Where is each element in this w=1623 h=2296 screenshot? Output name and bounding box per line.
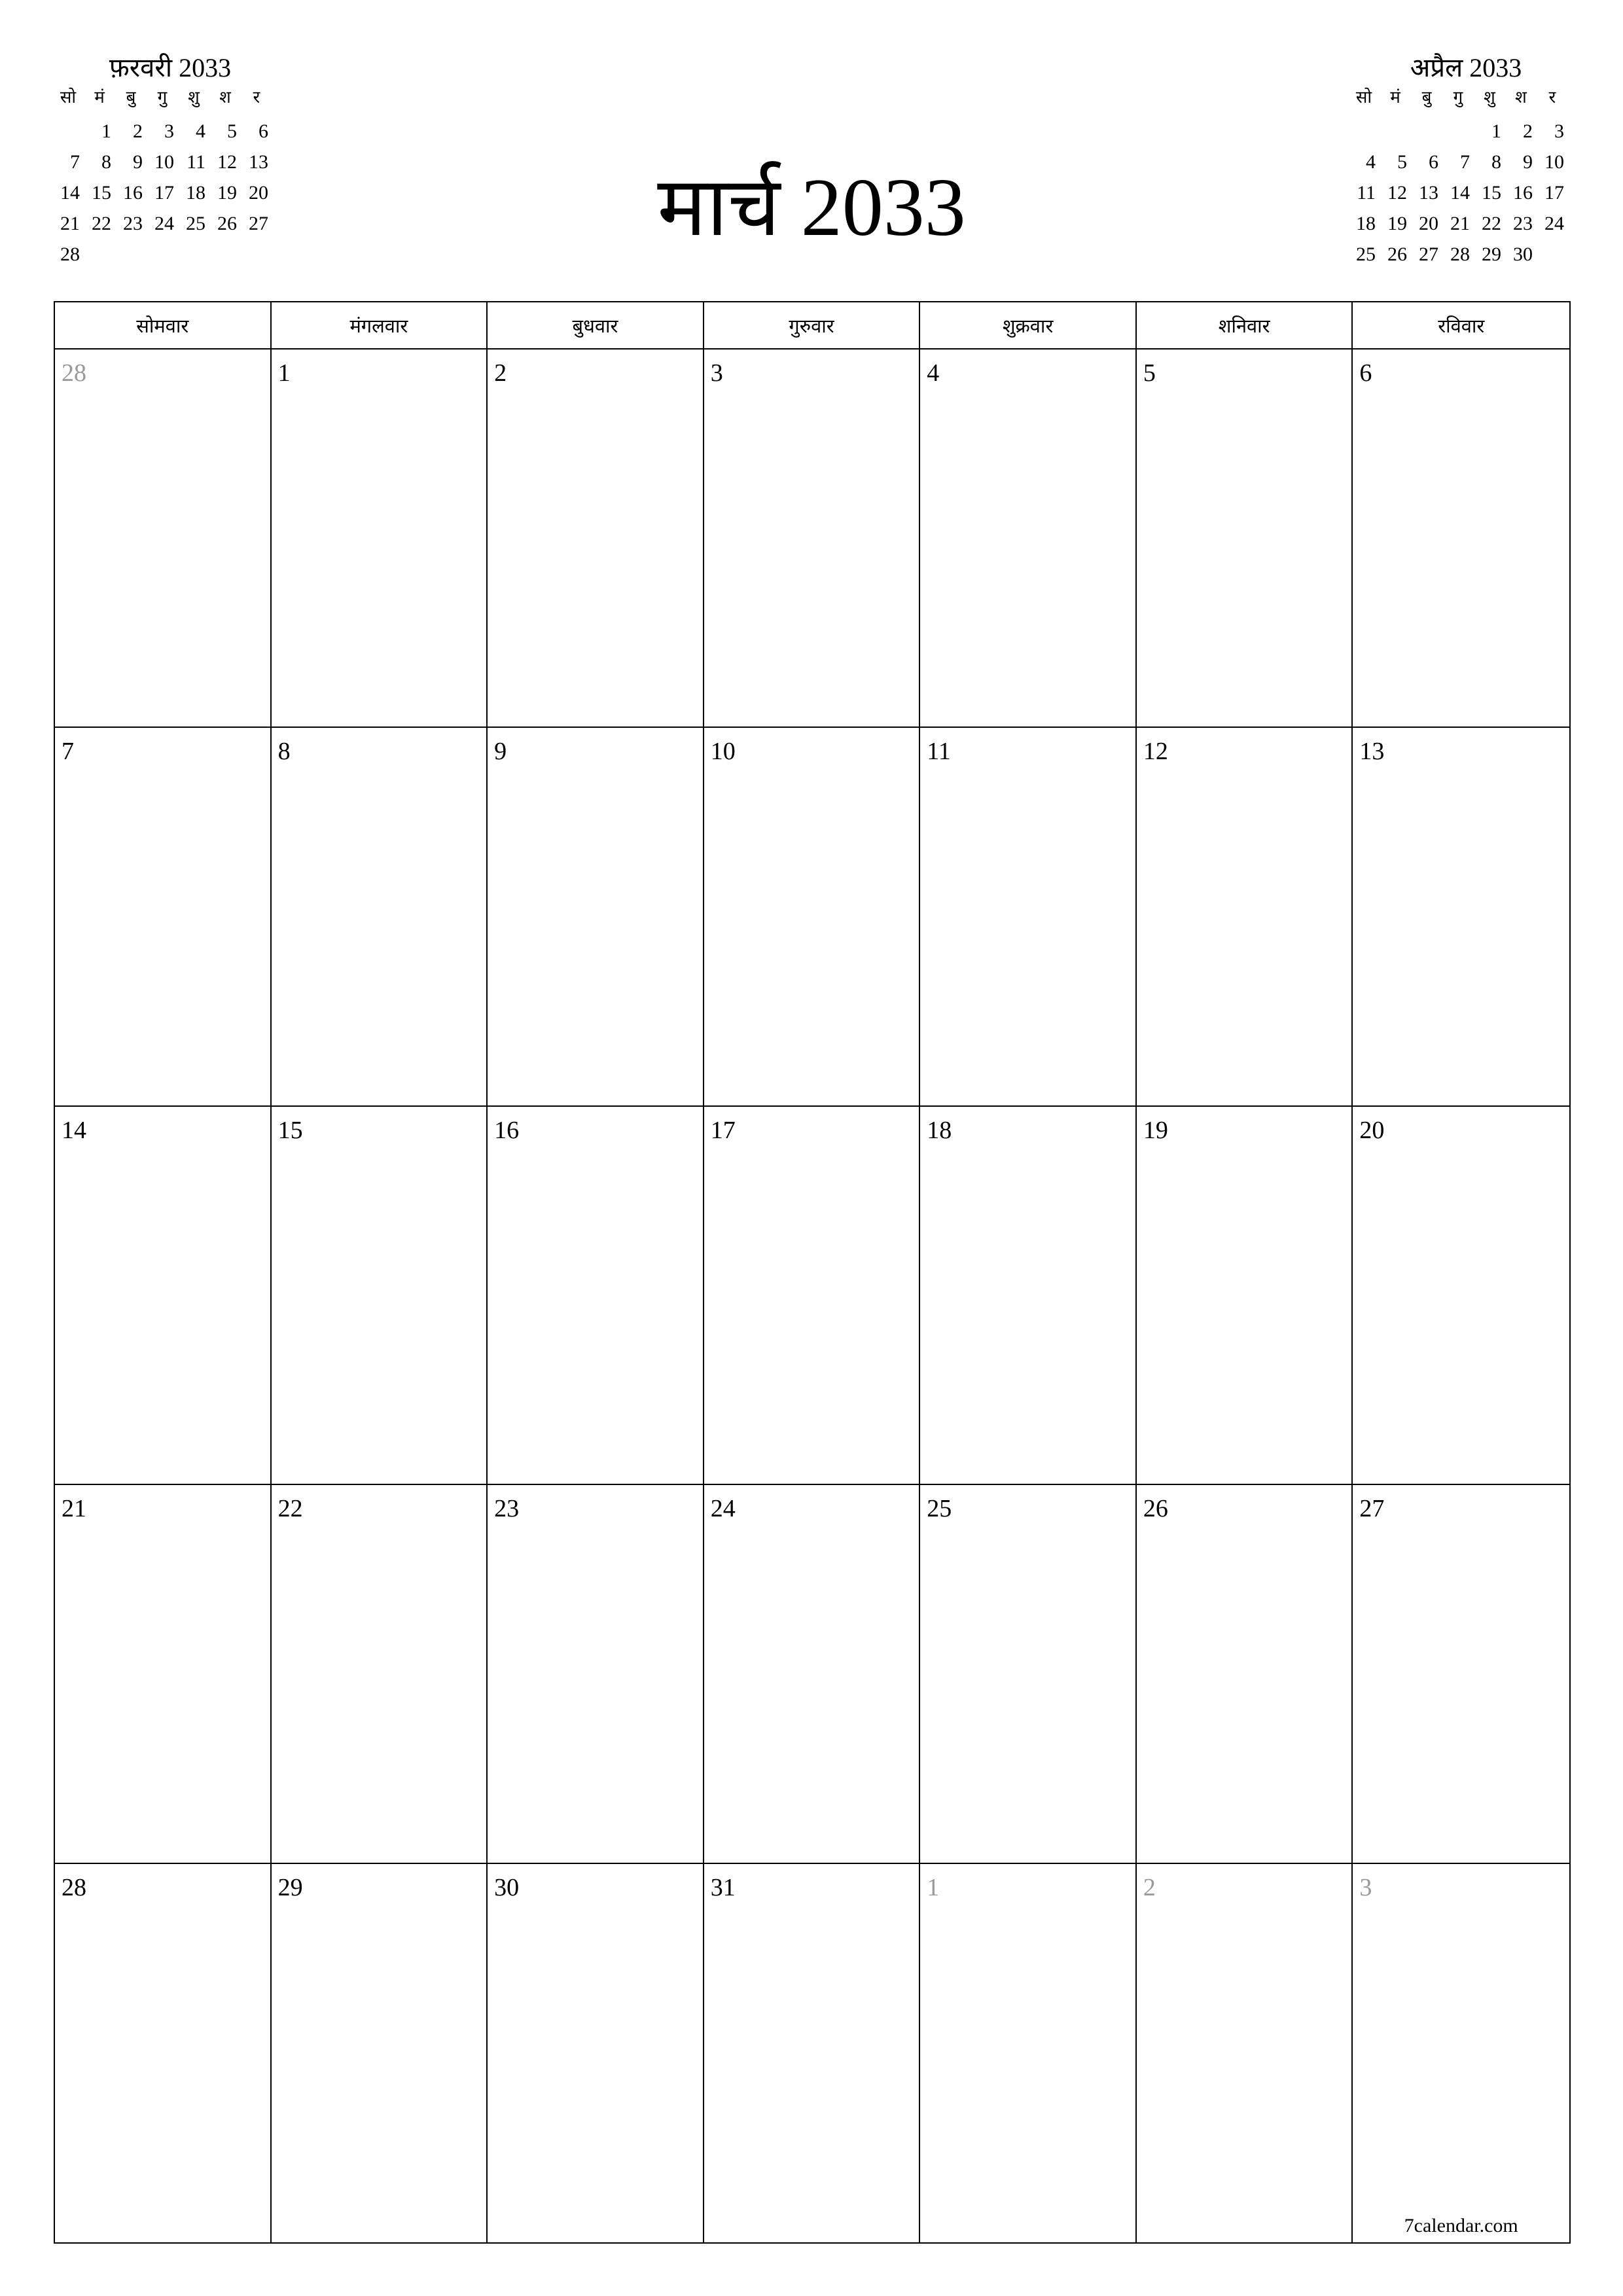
day-cell[interactable]	[704, 1864, 921, 2242]
mini-day	[115, 239, 147, 270]
day-cell[interactable]	[55, 728, 272, 1106]
day-cell[interactable]	[1353, 1485, 1569, 1863]
day-cell[interactable]	[488, 350, 704, 728]
mini-weekday-label: सो	[60, 88, 77, 107]
day-cell[interactable]	[1353, 728, 1569, 1106]
mini-day: 12	[217, 151, 237, 173]
day-cell[interactable]	[488, 1107, 704, 1485]
day-number: 22	[277, 1495, 303, 1523]
day-number-other-month: 1	[927, 1873, 940, 1901]
day-number: 11	[927, 738, 951, 766]
day-number: 14	[62, 1116, 86, 1144]
mini-day	[1348, 116, 1380, 147]
mini-day: 13	[1419, 182, 1438, 204]
day-number: 29	[277, 1873, 303, 1901]
weekday-header: शनिवार	[1137, 302, 1353, 350]
day-cell[interactable]	[488, 728, 704, 1106]
mini-day: 25	[186, 213, 205, 234]
mini-day: 15	[92, 182, 111, 204]
mini-day: 10	[154, 151, 174, 173]
day-cell[interactable]	[272, 1485, 488, 1863]
mini-day: 19	[217, 182, 237, 204]
mini-weekday-label: श	[1515, 88, 1527, 107]
day-cell[interactable]	[55, 1485, 272, 1863]
mini-weekday-label: सो	[1355, 88, 1372, 107]
day-number: 27	[1359, 1495, 1385, 1523]
day-number-other-month: 3	[1359, 1873, 1372, 1901]
mini-day: 25	[1356, 243, 1376, 265]
mini-day: 27	[1419, 243, 1438, 265]
mini-day: 5	[227, 120, 237, 142]
day-cell[interactable]	[488, 1485, 704, 1863]
month-calendar-grid	[54, 301, 1571, 2244]
mini-day: 8	[101, 151, 111, 173]
day-number: 26	[1143, 1495, 1168, 1523]
mini-weekday-label: गु	[1453, 88, 1463, 107]
mini-weekday-label: श	[219, 88, 231, 107]
day-number-other-month: 2	[1143, 1873, 1156, 1901]
mini-day: 30	[1513, 243, 1533, 265]
day-cell[interactable]	[55, 350, 272, 728]
mini-day: 16	[123, 182, 143, 204]
day-number: 31	[710, 1873, 736, 1901]
mini-day	[1380, 116, 1411, 147]
mini-day: 27	[249, 213, 268, 234]
day-cell[interactable]	[1137, 1107, 1353, 1485]
mini-day: 13	[249, 151, 268, 173]
mini-day: 18	[186, 182, 205, 204]
mini-day: 9	[1523, 151, 1533, 173]
mini-day: 21	[1450, 213, 1470, 234]
weekday-header: सोमवार	[55, 302, 272, 350]
mini-day: 11	[187, 151, 205, 173]
mini-day: 7	[70, 151, 80, 173]
day-number: 24	[710, 1495, 736, 1523]
mini-day: 2	[1523, 120, 1533, 142]
mini-day: 28	[1450, 243, 1470, 265]
day-number: 28	[62, 1873, 86, 1901]
day-cell[interactable]	[1137, 1485, 1353, 1863]
weekday-header: शुक्रवार	[920, 302, 1137, 350]
mini-calendar-previous-month	[52, 51, 288, 270]
mini-day	[1442, 116, 1474, 147]
day-number: 25	[927, 1495, 952, 1523]
mini-day: 3	[1554, 120, 1564, 142]
mini-day	[241, 239, 272, 270]
mini-day: 23	[1513, 213, 1533, 234]
day-number: 8	[277, 738, 291, 766]
day-cell[interactable]	[55, 1864, 272, 2242]
day-cell[interactable]	[1137, 1864, 1353, 2242]
day-cell[interactable]	[1137, 350, 1353, 728]
mini-weekday-label: मं	[1390, 88, 1400, 107]
mini-day: 26	[1387, 243, 1407, 265]
mini-day: 1	[101, 120, 111, 142]
day-cell[interactable]	[704, 1107, 921, 1485]
day-cell[interactable]	[272, 728, 488, 1106]
mini-weekday-label: गु	[157, 88, 168, 107]
mini-day: 17	[1544, 182, 1564, 204]
mini-day: 21	[60, 213, 80, 234]
day-number: 13	[1359, 738, 1385, 766]
mini-day	[147, 239, 178, 270]
day-cell[interactable]	[1353, 350, 1569, 728]
day-number: 4	[927, 359, 940, 387]
page-title: मार्च 2033	[657, 162, 966, 253]
weekday-header: रविवार	[1353, 302, 1569, 350]
day-cell[interactable]	[704, 1485, 921, 1863]
mini-day: 20	[1419, 213, 1438, 234]
mini-day: 23	[123, 213, 143, 234]
mini-day: 6	[259, 120, 268, 142]
mini-day: 3	[164, 120, 174, 142]
day-number: 16	[494, 1116, 520, 1144]
weekday-header: मंगलवार	[272, 302, 488, 350]
day-number: 12	[1143, 738, 1168, 766]
day-number: 7	[62, 738, 74, 766]
mini-day: 16	[1513, 182, 1533, 204]
day-number: 1	[277, 359, 291, 387]
mini-day	[178, 239, 209, 270]
day-cell[interactable]	[1353, 1864, 1569, 2242]
mini-weekday-label: शु	[1484, 88, 1495, 107]
day-cell[interactable]	[272, 1107, 488, 1485]
weekday-header: गुरुवार	[704, 302, 921, 350]
mini-day: 4	[196, 120, 205, 142]
day-number-other-month: 28	[62, 359, 86, 387]
mini-day: 14	[60, 182, 80, 204]
day-number: 21	[62, 1495, 86, 1523]
mini-day: 15	[1482, 182, 1501, 204]
mini-weekday-label: बु	[1421, 88, 1432, 107]
day-cell[interactable]	[272, 1864, 488, 2242]
day-number: 3	[710, 359, 723, 387]
mini-day	[52, 116, 84, 147]
day-cell[interactable]	[55, 1107, 272, 1485]
mini-day	[1537, 239, 1568, 270]
day-cell[interactable]	[920, 1107, 1137, 1485]
day-number: 19	[1143, 1116, 1168, 1144]
day-cell[interactable]	[920, 350, 1137, 728]
day-cell[interactable]	[1137, 728, 1353, 1106]
day-number: 10	[710, 738, 736, 766]
mini-day: 14	[1450, 182, 1470, 204]
day-number: 6	[1359, 359, 1372, 387]
mini-day: 12	[1387, 182, 1407, 204]
day-number: 2	[494, 359, 507, 387]
mini-weekday-label: बु	[126, 88, 136, 107]
day-number: 30	[494, 1873, 520, 1901]
mini-day: 19	[1387, 213, 1407, 234]
mini-day: 20	[249, 182, 268, 204]
day-number: 17	[710, 1116, 736, 1144]
mini-day	[1411, 116, 1442, 147]
day-cell[interactable]	[488, 1864, 704, 2242]
mini-day: 8	[1491, 151, 1501, 173]
mini-day: 2	[133, 120, 143, 142]
day-number: 20	[1359, 1116, 1385, 1144]
mini-day: 26	[217, 213, 237, 234]
mini-day: 29	[1482, 243, 1501, 265]
mini-day: 24	[1544, 213, 1564, 234]
mini-weekday-label: मं	[94, 88, 105, 107]
mini-day: 24	[154, 213, 174, 234]
mini-day: 1	[1491, 120, 1501, 142]
day-cell[interactable]	[272, 350, 488, 728]
mini-weekday-label: र	[1548, 88, 1556, 107]
mini-calendar-grid	[1348, 85, 1584, 270]
mini-calendar-next-month	[1348, 51, 1584, 270]
mini-day: 9	[133, 151, 143, 173]
mini-day: 6	[1429, 151, 1438, 173]
mini-day: 22	[92, 213, 111, 234]
mini-day: 28	[60, 243, 80, 265]
mini-day: 22	[1482, 213, 1501, 234]
mini-day: 17	[154, 182, 174, 204]
day-number: 9	[494, 738, 507, 766]
mini-weekday-label: शु	[188, 88, 200, 107]
mini-day	[209, 239, 241, 270]
mini-calendar-grid	[52, 85, 288, 270]
mini-day: 4	[1366, 151, 1376, 173]
mini-day	[84, 239, 115, 270]
mini-day: 18	[1356, 213, 1376, 234]
mini-day: 7	[1460, 151, 1470, 173]
mini-calendar-title: फ़रवरी 2033	[109, 53, 232, 82]
day-cell[interactable]	[920, 728, 1137, 1106]
day-number: 15	[277, 1116, 303, 1144]
mini-day: 11	[1357, 182, 1376, 204]
weekday-header: बुधवार	[488, 302, 704, 350]
day-number: 23	[494, 1495, 520, 1523]
day-cell[interactable]	[704, 728, 921, 1106]
mini-day: 10	[1544, 151, 1564, 173]
day-cell[interactable]	[1353, 1107, 1569, 1485]
day-cell[interactable]	[704, 350, 921, 728]
day-number: 5	[1143, 359, 1156, 387]
day-cell[interactable]	[920, 1485, 1137, 1863]
day-number: 18	[927, 1116, 952, 1144]
watermark-link[interactable]: 7calendar.com	[1404, 2215, 1518, 2236]
mini-calendar-title: अप्रैल 2033	[1410, 53, 1522, 82]
mini-day: 5	[1397, 151, 1407, 173]
day-cell[interactable]	[920, 1864, 1137, 2242]
mini-weekday-label: र	[253, 88, 260, 107]
